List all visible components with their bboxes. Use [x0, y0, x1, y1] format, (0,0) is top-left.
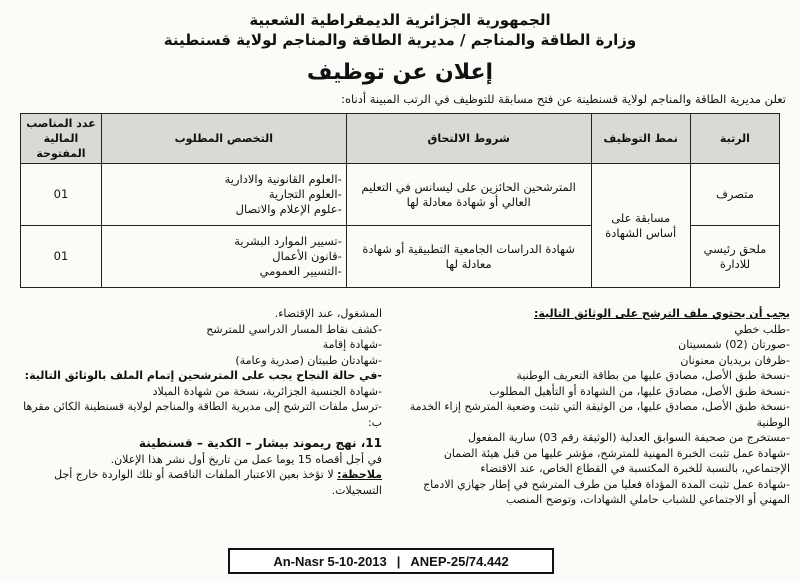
mode-cell: مسابقة على أساس الشهادة: [591, 164, 690, 288]
intro-text: تعلن مديرية الطاقة والمناجم لولاية قسنطينة عن فتح مسابقة للتوظيف في الرتب المبينة أدناه:: [341, 92, 786, 106]
header-specialty: التخصص المطلوب: [101, 114, 346, 164]
right-column: [398, 306, 790, 508]
requirements-section: [10, 306, 790, 542]
success-heading: -في حالة النجاح يجب على المترشحين إتمام الملف بالوثائق التالية:: [24, 369, 382, 382]
specialty-cell: [101, 226, 346, 288]
list-item: -شهادة إقامة: [322, 338, 382, 351]
table-header-row: [21, 114, 780, 164]
publication-footer: [228, 548, 554, 574]
specialty-item: -تسيير الموارد البشرية: [234, 234, 342, 248]
publication-date: An-Nasr 5-10-2013: [273, 553, 387, 569]
list-item: -نسخة طبق الأصل، مصادق عليها، من الوثيقة التي تثبت وضعية المترشح إزاء الخدمة الوطنية: [409, 400, 790, 429]
header-rank: الرتبة: [690, 114, 779, 164]
republic-header: الجمهورية الجزائرية الديمقراطية الشعبية: [249, 11, 551, 29]
list-item: -كشف نقاط المسار الدراسي للمترشح: [206, 322, 382, 336]
header-conditions: شروط الالتحاق: [346, 114, 591, 164]
header-positions: عدد المناصب المالية المفتوحة: [21, 114, 102, 164]
list-item: -ظرفان بريديان معنونان: [680, 353, 790, 367]
list-item: -طلب خطي: [734, 322, 790, 336]
announcement-title: إعلان عن توظيف: [306, 60, 494, 85]
list-item: -مستخرج من صحيفة السوابق العدلية (الوثيقة رقم 03) سارية المفعول: [467, 431, 790, 444]
table-row: [21, 164, 780, 226]
list-item: -نسخة طبق الأصل، مصادق عليها، من الشهادة أو التأهيل المطلوب: [489, 384, 790, 398]
positions-cell: 01: [21, 226, 102, 288]
specialty-item: -علوم الإعلام والاتصال: [235, 202, 342, 216]
conditions-cell: شهادة الدراسات الجامعية التطبيقية أو شهادة معادلة لها: [346, 226, 591, 288]
deadline: في أجل أقصاه 15 يوما عمل من تاريخ أول نشر هذا الإعلان.: [110, 452, 382, 466]
specialty-item: -قانون الأعمال: [272, 249, 342, 263]
anep-reference: ANEP-25/74.442: [410, 553, 509, 569]
header-mode: نمط التوظيف: [591, 114, 690, 164]
footer-divider: |: [396, 553, 401, 569]
job-announcement: [10, 6, 790, 574]
specialty-item: -العلوم التجارية: [268, 187, 342, 201]
note-text: لا تؤخذ بعين الاعتبار الملفات الناقصة أو تلك الواردة خارج أجل التسجيلات.: [54, 468, 382, 497]
specialty-cell: [101, 164, 346, 226]
positions-table: [20, 113, 780, 288]
documents-heading: يجب أن يحتوي ملف الترشح على الوثائق التالية:: [533, 307, 790, 320]
note: [20, 467, 382, 498]
rank-cell: ملحق رئيسي للادارة: [690, 226, 779, 288]
specialty-item: -التسيير العمومي: [259, 264, 342, 278]
rank-cell: متصرف: [690, 164, 779, 226]
list-item: -صورتان (02) شمسيتان: [678, 338, 790, 351]
list-item: -شهادة عمل تثبت المدة المؤداة فعليا من طرف المترشح في إطار جهازي الادماج المهني أو الاجتماعي للشباب حاملي الشهادات، وتوضح المنصب: [423, 477, 790, 506]
list-item: المشغول، عند الإقتضاء.: [274, 307, 382, 320]
ministry-header: وزارة الطاقة والمناجم / مديرية الطاقة والمناجم لولاية قسنطينة: [163, 31, 637, 49]
list-item: -شهادة الجنسية الجزائرية، نسخة من شهادة الميلاد: [152, 384, 382, 398]
note-label: ملاحظة:: [337, 468, 382, 481]
list-item: -ترسل ملفات الترشح إلى مديرية الطاقة والمناجم لولاية قسنطينة الكائن مقرها ب:: [23, 400, 382, 429]
list-item: -شهادتان طبيتان (صدرية وعامة): [235, 353, 382, 367]
address: 11، نهج ريموند بيشار – الكدية – قسنطينة: [138, 436, 382, 450]
specialty-item: -العلوم القانونية والادارية: [224, 172, 342, 186]
list-item: -نسخة طبق الأصل، مصادق عليها من بطاقة التعريف الوطنية: [516, 369, 790, 382]
positions-cell: 01: [21, 164, 102, 226]
left-column: [20, 306, 382, 498]
list-item: -شهادة عمل تثبت الخبرة المهنية للمترشح، مؤشر عليها من قبل هيئة الضمان الإجتماعي، بالنسبة للخبرة المكتسبة في القطاع الخاص، عند الاقتضاء: [443, 446, 790, 475]
conditions-cell: المترشحين الحائزين على ليسانس في التعليم العالي أو شهادة معادلة لها: [346, 164, 591, 226]
